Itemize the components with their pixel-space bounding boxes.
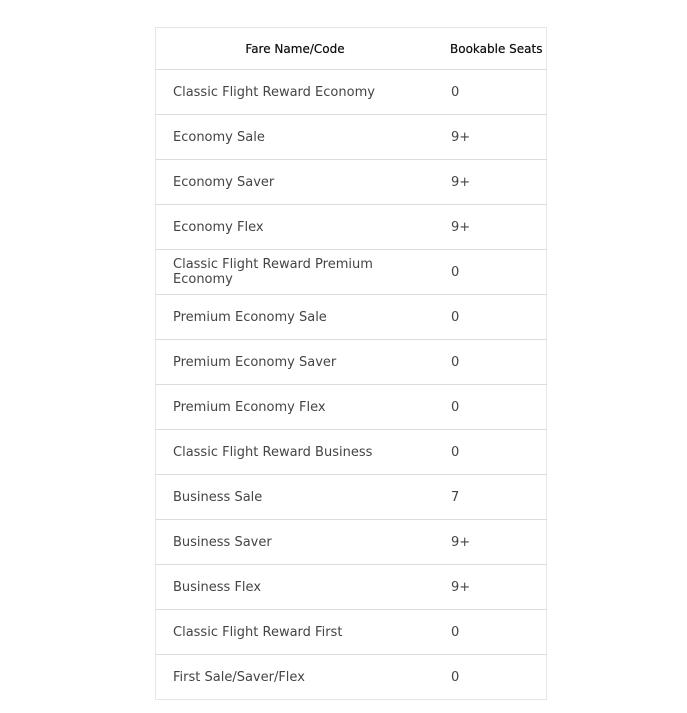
header-fare-name: Fare Name/Code xyxy=(156,28,435,70)
bookable-seats-cell: 0 xyxy=(434,610,547,655)
fare-name-cell: Premium Economy Sale xyxy=(156,295,435,340)
fare-name-cell: First Sale/Saver/Flex xyxy=(156,655,435,700)
table-row xyxy=(156,430,547,475)
table-row xyxy=(156,250,547,295)
fare-name-cell: Business Flex xyxy=(156,565,435,610)
fare-name-cell: Business Saver xyxy=(156,520,435,565)
fare-name-cell: Classic Flight Reward Economy xyxy=(156,70,435,115)
table-row xyxy=(156,655,547,700)
table-row xyxy=(156,565,547,610)
bookable-seats-cell: 7 xyxy=(434,475,547,520)
bookable-seats-cell: 0 xyxy=(434,250,547,295)
bookable-seats-cell: 0 xyxy=(434,385,547,430)
fare-name-cell: Business Sale xyxy=(156,475,435,520)
table-row xyxy=(156,205,547,250)
bookable-seats-cell: 0 xyxy=(434,70,547,115)
fare-name-cell: Classic Flight Reward Premium Economy xyxy=(156,250,435,295)
fare-name-cell: Economy Sale xyxy=(156,115,435,160)
table-row xyxy=(156,385,547,430)
bookable-seats-cell: 9+ xyxy=(434,160,547,205)
header-bookable-seats: Bookable Seats xyxy=(434,28,547,70)
bookable-seats-cell: 0 xyxy=(434,340,547,385)
table-row xyxy=(156,295,547,340)
fare-name-cell: Premium Economy Flex xyxy=(156,385,435,430)
table-row xyxy=(156,160,547,205)
bookable-seats-cell: 0 xyxy=(434,295,547,340)
fare-name-cell: Economy Saver xyxy=(156,160,435,205)
table-row xyxy=(156,340,547,385)
fare-name-cell: Premium Economy Saver xyxy=(156,340,435,385)
fare-name-cell: Economy Flex xyxy=(156,205,435,250)
bookable-seats-cell: 9+ xyxy=(434,520,547,565)
bookable-seats-cell: 9+ xyxy=(434,565,547,610)
table-row xyxy=(156,475,547,520)
table-header-row xyxy=(156,28,547,70)
bookable-seats-cell: 9+ xyxy=(434,115,547,160)
fare-availability-table xyxy=(155,27,547,700)
bookable-seats-cell: 9+ xyxy=(434,205,547,250)
bookable-seats-cell: 0 xyxy=(434,430,547,475)
bookable-seats-cell: 0 xyxy=(434,655,547,700)
table-row xyxy=(156,70,547,115)
table-row xyxy=(156,520,547,565)
fare-name-cell: Classic Flight Reward Business xyxy=(156,430,435,475)
table-row xyxy=(156,610,547,655)
table-row xyxy=(156,115,547,160)
fare-name-cell: Classic Flight Reward First xyxy=(156,610,435,655)
